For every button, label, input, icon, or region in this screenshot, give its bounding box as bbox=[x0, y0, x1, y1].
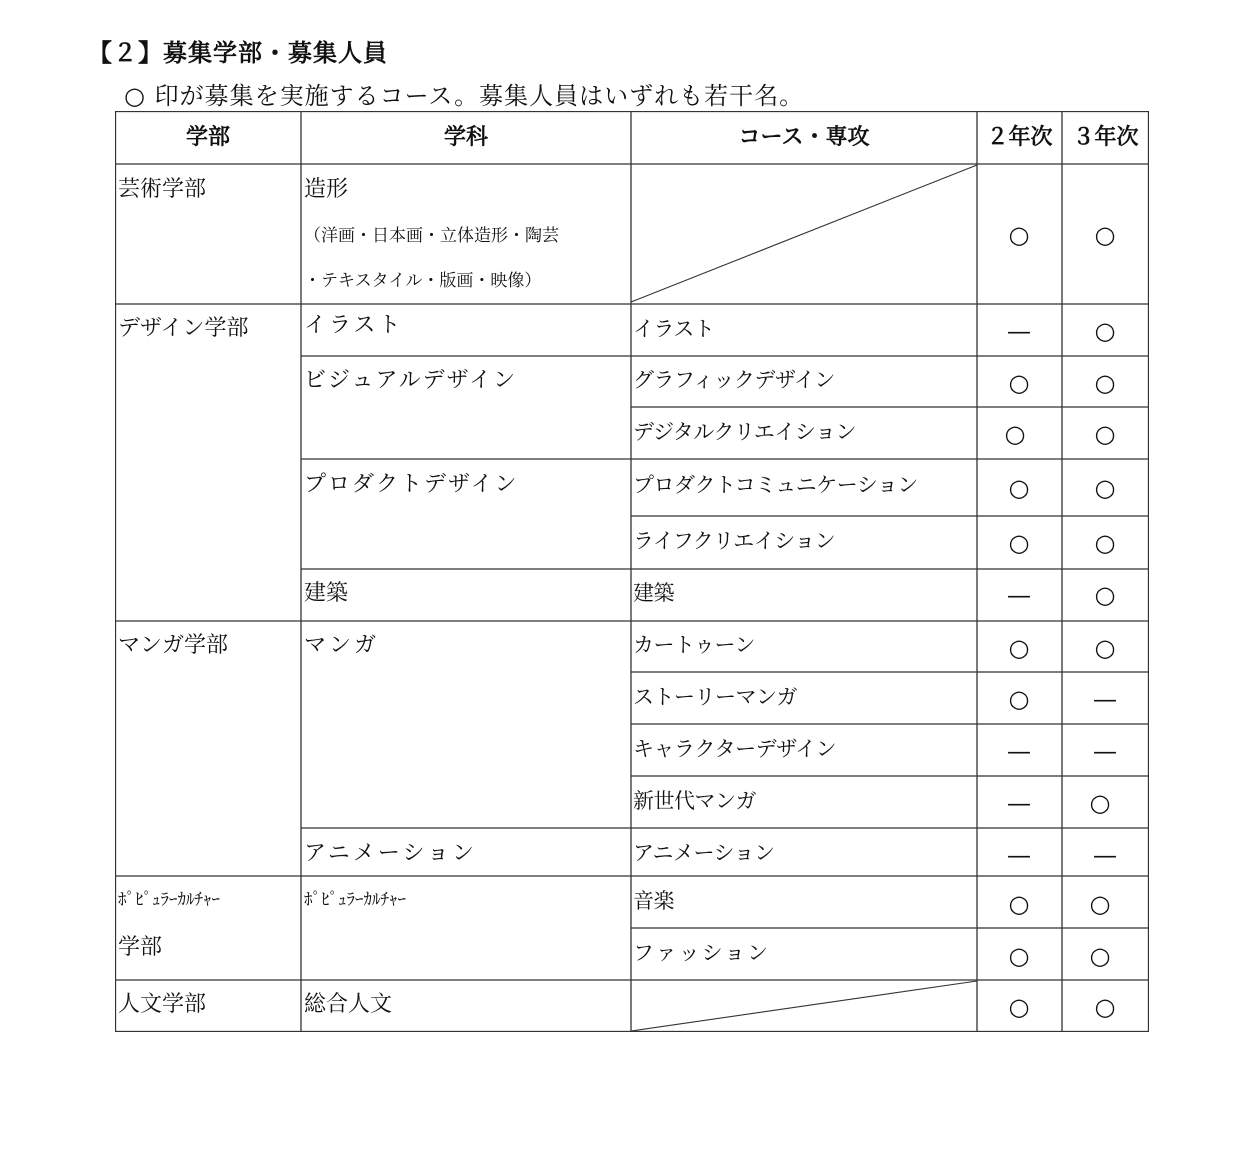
faculty-manga: マンガ学部 bbox=[118, 633, 229, 658]
mark-y2: — bbox=[1007, 737, 1031, 765]
mark-y2: ○ bbox=[1008, 474, 1030, 502]
header-year2: ２年次 bbox=[986, 125, 1053, 150]
header-department: 学科 bbox=[443, 125, 488, 150]
faculty-art: 芸術学部 bbox=[118, 177, 207, 202]
mark-y2: — bbox=[1007, 581, 1031, 609]
dept-manga: マンガ bbox=[304, 633, 380, 658]
mark-y3: — bbox=[1093, 685, 1117, 713]
legend-note: ○ 印が募集を実施するコース。募集人員はいずれも若干名。 bbox=[124, 82, 805, 110]
faculty-popular-culture: ﾎﾟﾋﾟｭﾗｰｶﾙﾁｬｰ bbox=[118, 890, 220, 910]
faculty-popular-culture-suffix: 学部 bbox=[118, 935, 163, 960]
mark-y3: ○ bbox=[1089, 789, 1111, 817]
mark-y2: ○ bbox=[1004, 420, 1026, 448]
header-year3: ３年次 bbox=[1072, 125, 1139, 150]
dept-zokei: 造形 bbox=[304, 177, 349, 202]
mark-y2: — bbox=[1007, 789, 1031, 817]
mark-y3: ○ bbox=[1094, 317, 1116, 345]
dept-humanities: 総合人文 bbox=[304, 992, 393, 1017]
course-character-design: キャラクターデザイン bbox=[633, 737, 837, 761]
recruitment-table bbox=[115, 111, 1149, 1032]
mark-y3: ○ bbox=[1094, 221, 1116, 249]
dept-zokei-sub2: ・テキスタイル・版画・映像） bbox=[304, 271, 542, 291]
mark-y3: ○ bbox=[1094, 474, 1116, 502]
course-illust: イラスト bbox=[633, 317, 715, 341]
mark-y3: ○ bbox=[1094, 993, 1116, 1021]
dept-product-design: プロダクトデザイン bbox=[304, 472, 519, 497]
faculty-humanities: 人文学部 bbox=[118, 992, 207, 1017]
header-faculty: 学部 bbox=[185, 125, 230, 150]
mark-y2: — bbox=[1007, 841, 1031, 869]
course-product-communication: プロダクトコミュニケーション bbox=[633, 473, 918, 497]
course-graphic-design: グラフィックデザイン bbox=[633, 368, 835, 392]
mark-y3: ○ bbox=[1094, 634, 1116, 662]
course-story-manga: ストーリーマンガ bbox=[633, 685, 797, 709]
course-digital-creation: デジタルクリエイション bbox=[633, 420, 856, 444]
mark-y2: ○ bbox=[1008, 685, 1030, 713]
course-music: 音楽 bbox=[633, 889, 674, 913]
header-course: コース・専攻 bbox=[738, 125, 870, 150]
dept-illust: イラスト bbox=[304, 313, 404, 338]
faculty-design: デザイン学部 bbox=[118, 316, 249, 341]
mark-y3: ○ bbox=[1089, 942, 1111, 970]
course-fashion: ファッション bbox=[633, 941, 771, 965]
dept-popular-culture: ﾎﾟﾋﾟｭﾗｰｶﾙﾁｬｰ bbox=[304, 890, 406, 910]
mark-y3: — bbox=[1093, 841, 1117, 869]
course-life-creation: ライフクリエイション bbox=[633, 529, 836, 553]
course-architecture: 建築 bbox=[633, 581, 674, 605]
mark-y3: — bbox=[1093, 737, 1117, 765]
mark-y2: ○ bbox=[1008, 942, 1030, 970]
mark-y3: ○ bbox=[1094, 369, 1116, 397]
mark-y2: ○ bbox=[1008, 634, 1030, 662]
dept-visual-design: ビジュアルデザイン bbox=[304, 368, 518, 393]
dept-animation: アニメーション bbox=[304, 841, 478, 866]
course-cartoon: カートゥーン bbox=[633, 633, 756, 657]
mark-y3: ○ bbox=[1094, 529, 1116, 557]
section-heading: 【２】募集学部・募集人員 bbox=[88, 39, 388, 67]
dept-architecture: 建築 bbox=[304, 581, 349, 606]
mark-y2: — bbox=[1007, 317, 1031, 345]
mark-y2: ○ bbox=[1008, 221, 1030, 249]
dept-zokei-sub1: （洋画・日本画・立体造形・陶芸 bbox=[304, 226, 559, 246]
mark-y3: ○ bbox=[1089, 890, 1111, 918]
mark-y2: ○ bbox=[1008, 890, 1030, 918]
course-animation: アニメーション bbox=[633, 841, 775, 865]
mark-y2: ○ bbox=[1008, 529, 1030, 557]
mark-y2: ○ bbox=[1008, 369, 1030, 397]
mark-y3: ○ bbox=[1094, 420, 1116, 448]
course-new-generation-manga: 新世代マンガ bbox=[633, 789, 756, 813]
mark-y2: ○ bbox=[1008, 993, 1030, 1021]
mark-y3: ○ bbox=[1094, 581, 1116, 609]
